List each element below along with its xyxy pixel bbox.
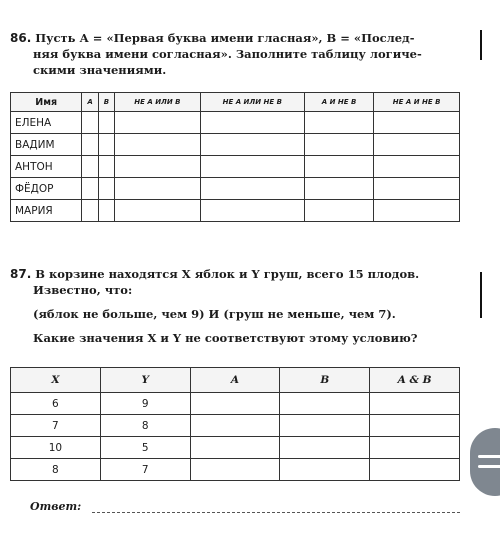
column-header-name: Имя	[11, 93, 82, 112]
empty-cell[interactable]	[82, 156, 98, 178]
empty-cell[interactable]	[82, 134, 98, 156]
column-header-y: Y	[100, 368, 190, 393]
table-row	[11, 415, 460, 437]
table-row	[11, 459, 460, 481]
y-value: 5	[100, 437, 190, 459]
empty-cell[interactable]	[304, 156, 373, 178]
empty-cell[interactable]	[115, 134, 201, 156]
empty-cell[interactable]	[115, 200, 201, 222]
empty-cell[interactable]	[374, 156, 460, 178]
column-header-a-and-not-b: A И НЕ B	[304, 93, 373, 112]
empty-cell[interactable]	[374, 134, 460, 156]
empty-cell[interactable]	[304, 134, 373, 156]
empty-cell[interactable]	[190, 437, 280, 459]
table-row	[11, 200, 460, 222]
task-86-line-1: Пусть А = «Первая буква имени гласная», B = «Послед-	[35, 31, 415, 45]
x-value: 7	[11, 415, 101, 437]
name-cell: ВАДИМ	[11, 134, 82, 156]
task-86-number: 86.	[10, 31, 32, 45]
empty-cell[interactable]	[370, 415, 460, 437]
empty-cell[interactable]	[280, 437, 370, 459]
empty-cell[interactable]	[200, 200, 304, 222]
column-header-not-a-or-not-b: НЕ A ИЛИ НЕ B	[200, 93, 304, 112]
answer-label: Ответ:	[30, 500, 82, 513]
column-header-x: X	[11, 368, 101, 393]
empty-cell[interactable]	[370, 459, 460, 481]
empty-cell[interactable]	[82, 200, 98, 222]
task-87-statement	[10, 266, 470, 346]
column-header-not-a-and-not-b: НЕ A И НЕ B	[374, 93, 460, 112]
empty-cell[interactable]	[370, 437, 460, 459]
empty-cell[interactable]	[98, 156, 114, 178]
task-87-line-1: В корзине находятся X яблок и Y груш, всего 15 плодов.	[35, 267, 420, 281]
empty-cell[interactable]	[115, 156, 201, 178]
page-edge-mark	[480, 272, 482, 318]
empty-cell[interactable]	[190, 415, 280, 437]
column-header-b: B	[98, 93, 114, 112]
empty-cell[interactable]	[115, 112, 201, 134]
table-row	[11, 393, 460, 415]
name-cell: ФЁДОР	[11, 178, 82, 200]
task-86-line-3: скими значениями.	[33, 63, 167, 77]
empty-cell[interactable]	[98, 134, 114, 156]
empty-cell[interactable]	[82, 112, 98, 134]
empty-cell[interactable]	[200, 134, 304, 156]
table-row	[11, 437, 460, 459]
truth-table-86	[10, 92, 460, 222]
empty-cell[interactable]	[98, 200, 114, 222]
values-table-87	[10, 367, 460, 481]
empty-cell[interactable]	[200, 178, 304, 200]
table-row	[11, 134, 460, 156]
empty-cell[interactable]	[374, 178, 460, 200]
task-86-statement	[10, 30, 470, 78]
task-87-condition: (яблок не больше, чем 9) И (груш не меньше, чем 7).	[33, 307, 396, 321]
table-row	[11, 178, 460, 200]
y-value: 7	[100, 459, 190, 481]
column-header-a: A	[82, 93, 98, 112]
column-header-a-and-b: A & B	[370, 368, 460, 393]
y-value: 8	[100, 415, 190, 437]
x-value: 10	[11, 437, 101, 459]
empty-cell[interactable]	[374, 200, 460, 222]
empty-cell[interactable]	[200, 156, 304, 178]
empty-cell[interactable]	[82, 178, 98, 200]
name-cell: МАРИЯ	[11, 200, 82, 222]
answer-line[interactable]	[92, 512, 460, 513]
task-87-line-2: Известно, что:	[33, 283, 133, 297]
page-edge-mark	[480, 30, 482, 60]
empty-cell[interactable]	[304, 200, 373, 222]
column-header-a: A	[190, 368, 280, 393]
column-header-b: B	[280, 368, 370, 393]
empty-cell[interactable]	[304, 178, 373, 200]
truth-table-header-row	[11, 93, 460, 112]
empty-cell[interactable]	[280, 459, 370, 481]
values-table-header-row	[11, 368, 460, 393]
empty-cell[interactable]	[98, 178, 114, 200]
empty-cell[interactable]	[280, 393, 370, 415]
task-86-line-2: няя буква имени согласная». Заполните таблицу логиче-	[33, 47, 422, 61]
task-87-question: Какие значения X и Y не соответствуют этому условию?	[33, 331, 418, 345]
x-value: 6	[11, 393, 101, 415]
empty-cell[interactable]	[370, 393, 460, 415]
empty-cell[interactable]	[280, 415, 370, 437]
task-87-number: 87.	[10, 267, 32, 281]
empty-cell[interactable]	[200, 112, 304, 134]
y-value: 9	[100, 393, 190, 415]
name-cell: АНТОН	[11, 156, 82, 178]
side-menu-button[interactable]	[470, 428, 500, 496]
empty-cell[interactable]	[98, 112, 114, 134]
column-header-not-a-or-b: НЕ A ИЛИ B	[115, 93, 201, 112]
table-row	[11, 112, 460, 134]
menu-icon	[478, 455, 500, 458]
empty-cell[interactable]	[190, 459, 280, 481]
name-cell: ЕЛЕНА	[11, 112, 82, 134]
empty-cell[interactable]	[304, 112, 373, 134]
empty-cell[interactable]	[190, 393, 280, 415]
empty-cell[interactable]	[374, 112, 460, 134]
table-row	[11, 156, 460, 178]
menu-icon	[478, 465, 500, 468]
x-value: 8	[11, 459, 101, 481]
empty-cell[interactable]	[115, 178, 201, 200]
